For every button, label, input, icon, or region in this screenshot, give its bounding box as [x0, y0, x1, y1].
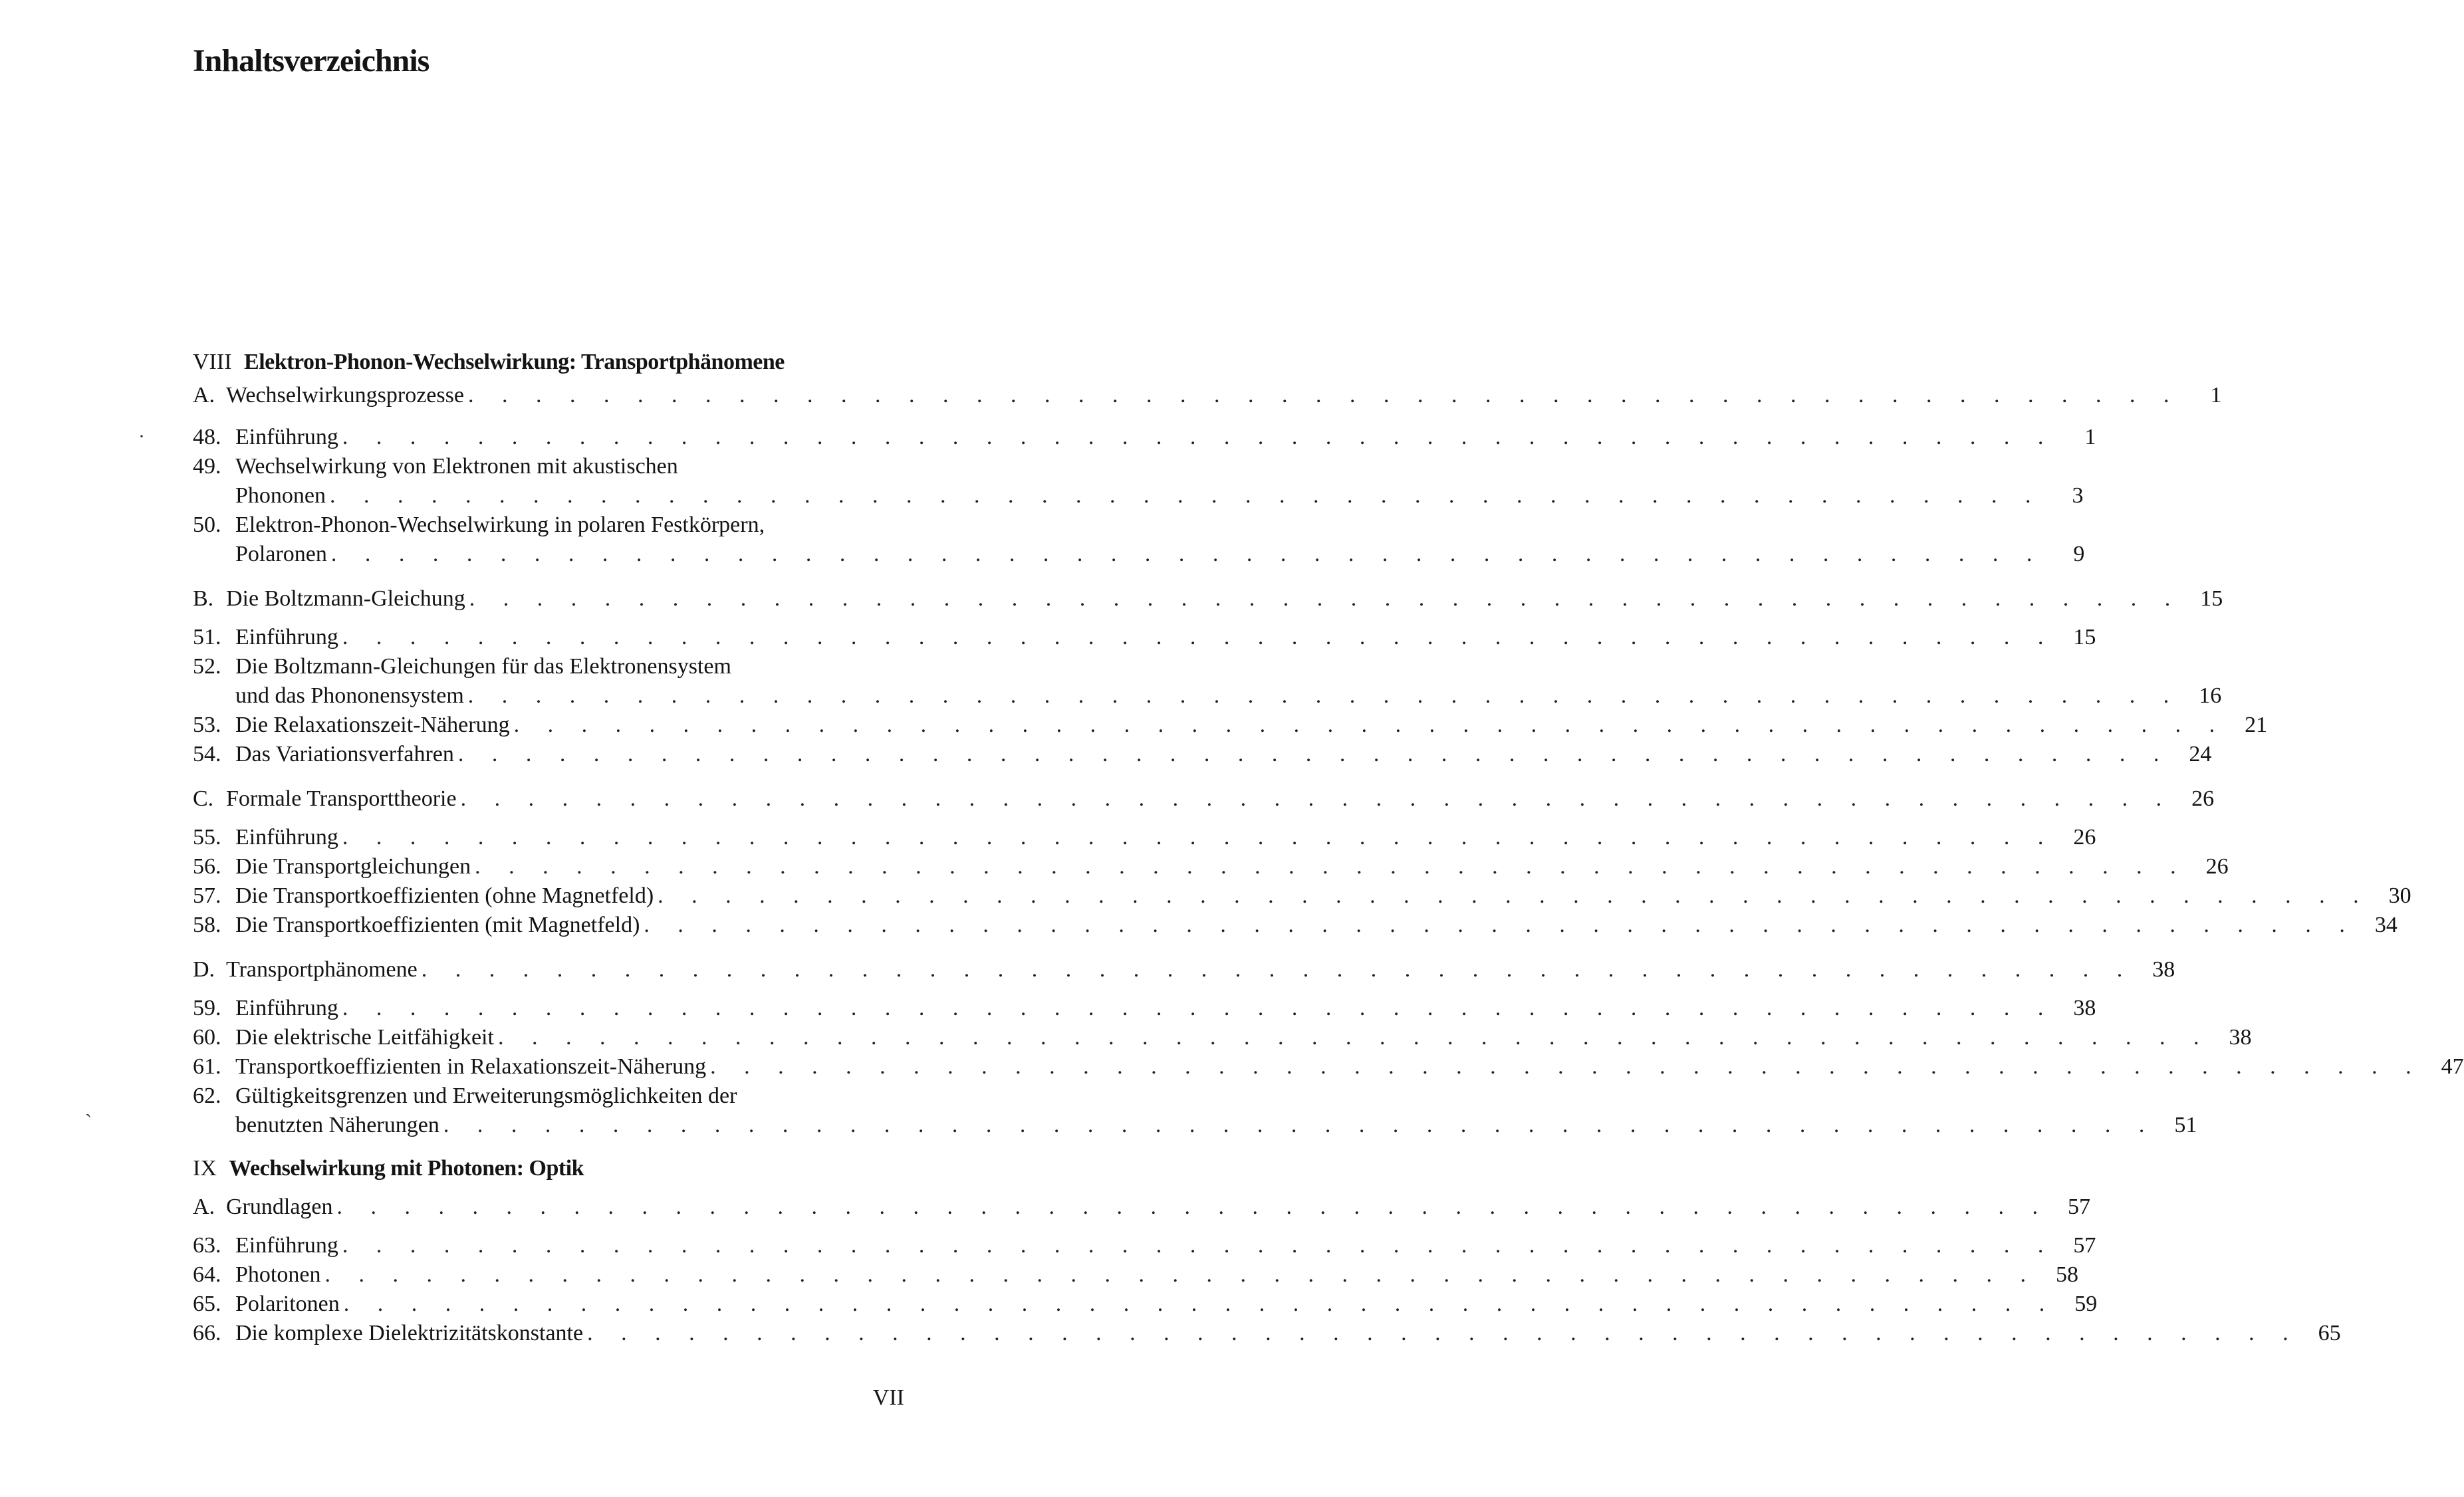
entry-number: 48. [193, 425, 221, 449]
entry-title: Die Boltzmann-Gleichungen für das Elektronensystem [235, 654, 731, 679]
entry-title: Transportkoeffizienten in Relaxationszeit-Näherung [235, 1054, 707, 1079]
part-number: VIII [193, 350, 232, 374]
entry-number: A. [193, 1195, 215, 1219]
entry-number: 52. [193, 654, 221, 679]
toc-entry-61[interactable] [193, 1052, 2464, 1082]
entry-page: 26 [2191, 786, 2215, 811]
entry-page: 30 [2388, 883, 2411, 908]
entry-title-continuation: Polaronen [235, 542, 327, 566]
entry-title: Die Transportgleichungen [235, 854, 471, 879]
dot-leader: . . . . . . . . . . . . . . . . . . . . . . . . . . . . . . . . . . . . . . . . . . . . . . . . . . . [330, 542, 2044, 566]
entry-number: 51. [193, 625, 221, 649]
dot-leader: . . . . . . . . . . . . . . . . . . . . . . . . . . . . . . . . . . . . . . . . . . . . . . . . . . . [336, 1195, 2050, 1219]
dot-leader: . . . . . . . . . . . . . . . . . . . . . . . . . . . . . . . . . . . . . . . . . . . . . . . . . . . [710, 1054, 2423, 1079]
entry-page: 26 [2073, 825, 2096, 850]
entry-page: 38 [2229, 1025, 2252, 1050]
toc-entry-49[interactable] [193, 452, 901, 481]
dot-leader: . . . . . . . . . . . . . . . . . . . . . . . . . . . . . . . . . . . . . . . . . . . . . . . . . . . [467, 383, 2181, 407]
dot-leader: . . . . . . . . . . . . . . . . . . . . . . . . . . . . . . . . . . . . . . . . . . . . . . . . . . . [421, 957, 2134, 982]
entry-number: C. [193, 786, 214, 811]
entry-page: 34 [2374, 913, 2398, 937]
entry-page: 58 [2055, 1262, 2078, 1287]
entry-page: 16 [2199, 683, 2222, 708]
entry-title: Einführung [235, 825, 338, 850]
entry-page: 24 [2189, 742, 2212, 766]
entry-title-continuation: und das Phononensystem [235, 683, 464, 708]
entry-page: 57 [2068, 1195, 2091, 1219]
toc-entry-64[interactable] [193, 1260, 2078, 1290]
toc-section-d[interactable] [193, 955, 2175, 984]
entry-page: 38 [2152, 957, 2175, 982]
entry-title: Grundlagen [226, 1195, 333, 1219]
scan-speck: ˏ [85, 1095, 92, 1117]
entry-title: Die komplexe Dielektrizitätskonstante [235, 1321, 584, 1345]
page-number: VII [872, 1385, 904, 1410]
toc-entry-53[interactable] [193, 711, 2268, 740]
entry-number: A. [193, 383, 215, 407]
dot-leader: . . . . . . . . . . . . . . . . . . . . . . . . . . . . . . . . . . . . . . . . . . . . . . . . . . . [342, 625, 2055, 649]
entry-page: 26 [2205, 854, 2229, 879]
dot-leader: . . . . . . . . . . . . . . . . . . . . . . . . . . . . . . . . . . . . . . . . . . . . . . . . . . . [342, 425, 2055, 449]
dot-leader: . . . . . . . . . . . . . . . . . . . . . . . . . . . . . . . . . . . . . . . . . . . . . . . . . . . [513, 713, 2227, 737]
entry-title-continuation: benutzten Näherungen [235, 1113, 439, 1137]
entry-page: 15 [2200, 586, 2223, 611]
dot-leader: . . . . . . . . . . . . . . . . . . . . . . . . . . . . . . . . . . . . . . . . . . . . . . . . . . . [342, 1233, 2055, 1258]
entry-number: 62. [193, 1084, 221, 1108]
page-title: Inhaltsverzeichnis [193, 43, 430, 78]
dot-leader: . . . . . . . . . . . . . . . . . . . . . . . . . . . . . . . . . . . . . . . . . . . . . . . . . . . [475, 854, 2187, 879]
toc-section-b[interactable] [193, 584, 2223, 614]
entry-title: Die elektrische Leitfähigkeit [235, 1025, 494, 1050]
entry-page: 38 [2073, 996, 2096, 1020]
entry-number: B. [193, 586, 214, 611]
dot-leader: . . . . . . . . . . . . . . . . . . . . . . . . . . . . . . . . . . . . . . . . . . . . . . . . . . . [644, 913, 2356, 937]
toc-entry-50-continuation[interactable] [235, 540, 2085, 569]
toc-entry-51[interactable] [193, 623, 2096, 652]
dot-leader: . . . . . . . . . . . . . . . . . . . . . . . . . . . . . . . . . . . . . . . . . . . . . . . . . . . [457, 742, 2171, 766]
toc-entry-55[interactable] [193, 823, 2096, 852]
dot-leader: . . . . . . . . . . . . . . . . . . . . . . . . . . . . . . . . . . . . . . . . . . . . . . . . . . . [587, 1321, 2300, 1345]
entry-number: 66. [193, 1321, 221, 1345]
part-title: Elektron-Phonon-Wechselwirkung: Transportphänomene [244, 350, 785, 374]
toc-entry-52-continuation[interactable] [235, 681, 2222, 711]
dot-leader: . . . . . . . . . . . . . . . . . . . . . . . . . . . . . . . . . . . . . . . . . . . . . . . . . . . [342, 996, 2055, 1020]
entry-title: Das Variationsverfahren [235, 742, 454, 766]
dot-leader: . . . . . . . . . . . . . . . . . . . . . . . . . . . . . . . . . . . . . . . . . . . . . . . . . . . [467, 683, 2181, 708]
entry-number: 55. [193, 825, 221, 850]
toc-entry-54[interactable] [193, 740, 2212, 769]
toc-entry-58[interactable] [193, 911, 2398, 940]
entry-title: Polaritonen [235, 1292, 340, 1316]
entry-number: D. [193, 957, 215, 982]
toc-entry-60[interactable] [193, 1023, 2252, 1052]
entry-title: Elektron-Phonon-Wechselwirkung in polaren Festkörpern, [235, 513, 765, 537]
entry-number: 50. [193, 513, 221, 537]
toc-entry-62[interactable] [193, 1082, 901, 1111]
toc-entry-66[interactable] [193, 1319, 2341, 1348]
entry-page: 51 [2174, 1113, 2197, 1137]
entry-page: 1 [2210, 383, 2222, 407]
entry-number: 53. [193, 713, 221, 737]
entry-title: Gültigkeitsgrenzen und Erweiterungsmöglichkeiten der [235, 1084, 737, 1108]
entry-title: Formale Transporttheorie [226, 786, 457, 811]
entry-number: 49. [193, 454, 221, 479]
dot-leader: . . . . . . . . . . . . . . . . . . . . . . . . . . . . . . . . . . . . . . . . . . . . . . . . . . . [343, 1292, 2056, 1316]
dot-leader: . . . . . . . . . . . . . . . . . . . . . . . . . . . . . . . . . . . . . . . . . . . . . . . . . . . [342, 825, 2055, 850]
entry-number: 64. [193, 1262, 221, 1287]
entry-page: 15 [2073, 625, 2096, 649]
dot-leader: . . . . . . . . . . . . . . . . . . . . . . . . . . . . . . . . . . . . . . . . . . . . . . . . . . . [324, 1262, 2037, 1287]
entry-page: 1 [2084, 425, 2096, 449]
entry-page: 65 [2318, 1321, 2341, 1345]
dot-leader: . . . . . . . . . . . . . . . . . . . . . . . . . . . . . . . . . . . . . . . . . . . . . . . . . . . [330, 483, 2042, 508]
entry-title: Die Boltzmann-Gleichung [226, 586, 465, 611]
dot-leader: . . . . . . . . . . . . . . . . . . . . . . . . . . . . . . . . . . . . . . . . . . . . . . . . . . . [460, 786, 2173, 811]
toc-entry-48[interactable] [193, 423, 2096, 452]
entry-title: Die Transportkoeffizienten (ohne Magnetfeld) [235, 883, 654, 908]
entry-title: Transportphänomene [226, 957, 418, 982]
toc-entry-63[interactable] [193, 1231, 2096, 1260]
dot-leader: . . . . . . . . . . . . . . . . . . . . . . . . . . . . . . . . . . . . . . . . . . . . . . . . . . . [469, 586, 2182, 611]
entry-page: 3 [2072, 483, 2084, 508]
part-title: Wechselwirkung mit Photonen: Optik [229, 1156, 584, 1181]
entry-page: 47 [2441, 1054, 2464, 1079]
entry-page: 9 [2073, 542, 2085, 566]
entry-title: Einführung [235, 425, 338, 449]
entry-page: 59 [2074, 1292, 2098, 1316]
toc-entry-52[interactable] [193, 652, 901, 681]
toc-entry-49-continuation[interactable] [235, 481, 2084, 511]
toc-entry-62-continuation[interactable] [235, 1111, 2197, 1140]
toc-section-a[interactable] [193, 381, 2222, 410]
entry-title: Photonen [235, 1262, 321, 1287]
entry-title: Die Relaxationszeit-Näherung [235, 713, 510, 737]
entry-number: 56. [193, 854, 221, 879]
entry-number: 57. [193, 883, 221, 908]
entry-page: 57 [2073, 1233, 2096, 1258]
entry-title: Die Transportkoeffizienten (mit Magnetfeld) [235, 913, 640, 937]
entry-number: 63. [193, 1233, 221, 1258]
entry-title: Wechselwirkungsprozesse [226, 383, 464, 407]
toc-entry-57[interactable] [193, 881, 2411, 911]
entry-title: Wechselwirkung von Elektronen mit akustischen [235, 454, 678, 479]
toc-entry-56[interactable] [193, 852, 2229, 881]
toc-section-a-optik[interactable] [193, 1193, 2091, 1222]
entry-number: 65. [193, 1292, 221, 1316]
entry-page: 21 [2245, 713, 2268, 737]
scan-speck: · [138, 425, 145, 447]
entry-title-continuation: Phononen [235, 483, 326, 508]
part-number: IX [193, 1156, 217, 1181]
entry-number: 54. [193, 742, 221, 766]
entry-number: 58. [193, 913, 221, 937]
entry-title: Einführung [235, 1233, 338, 1258]
entry-number: 61. [193, 1054, 221, 1079]
part-heading-ix [193, 1155, 584, 1182]
entry-number: 60. [193, 1025, 221, 1050]
toc-entry-59[interactable] [193, 994, 2096, 1023]
toc-entry-65[interactable] [193, 1290, 2098, 1319]
dot-leader: . . . . . . . . . . . . . . . . . . . . . . . . . . . . . . . . . . . . . . . . . . . . . . . . . . . [443, 1113, 2156, 1137]
entry-number: 59. [193, 996, 221, 1020]
toc-entry-50[interactable] [193, 511, 901, 540]
dot-leader: . . . . . . . . . . . . . . . . . . . . . . . . . . . . . . . . . . . . . . . . . . . . . . . . . . . [658, 883, 2370, 908]
entry-title: Einführung [235, 625, 338, 649]
toc-section-c[interactable] [193, 784, 2215, 814]
dot-leader: . . . . . . . . . . . . . . . . . . . . . . . . . . . . . . . . . . . . . . . . . . . . . . . . . . . [497, 1025, 2211, 1050]
part-heading-viii [193, 349, 785, 376]
entry-title: Einführung [235, 996, 338, 1020]
